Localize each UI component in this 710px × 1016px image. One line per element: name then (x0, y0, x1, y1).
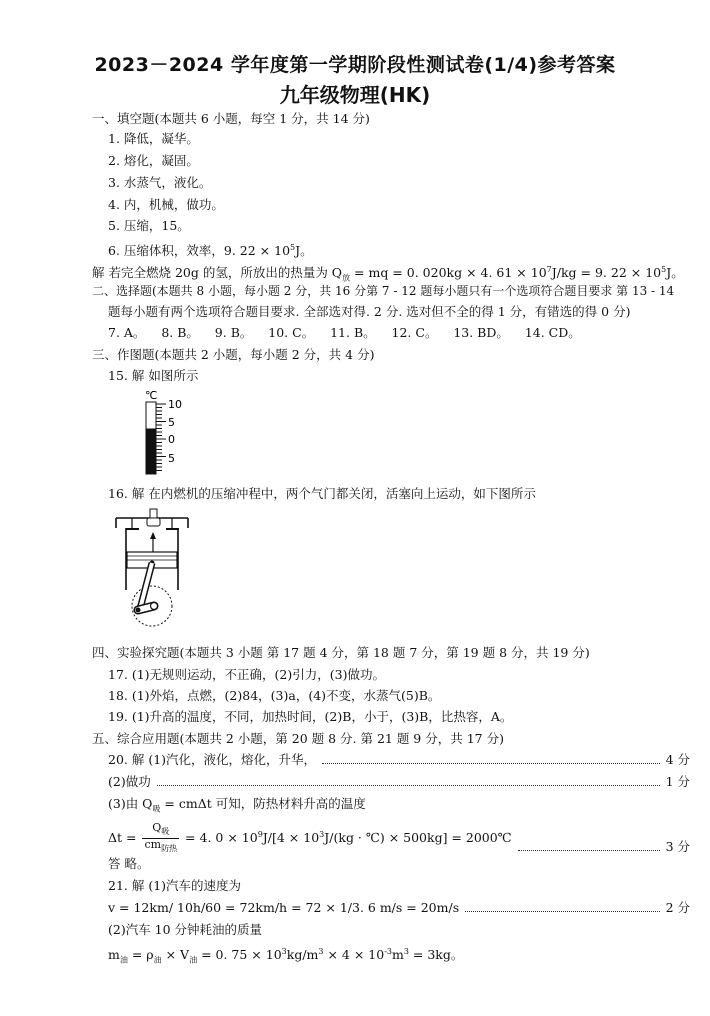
solution-line: 解 若完全燃烧 20g 的氢，所放出的热量为 $Q_放$ = mq = 0. 020kg × 4. $61 \times 10^7J/kg = 9$. $22 \times 10^5J$。 (92, 265, 684, 283)
answer-item: 19. (1)升高的温度，不同，加热时间，(2)B，小于，(3)B，比热容，A。 (108, 709, 513, 724)
score: 1 分 (665, 774, 690, 789)
section-5-heading: 五、综合应用题(本题共 2 小题，第 20 题 8 分. 第 21 题 9 分，共 17 分) (92, 731, 504, 746)
section-4-heading: 四、实验探究题(本题共 3 小题 第 17 题 4 分，第 18 题 7 分，第 19 题 8 分，共 19 分) (92, 645, 590, 660)
answer-item: 1. 降低，凝华。 (108, 131, 199, 146)
thermometer-label: 0 (168, 433, 175, 446)
page-title: 2023－2024 学年度第一学期阶段性测试卷(1/4)参考答案 (94, 54, 616, 76)
answer-item: 2. 熔化，凝固。 (108, 153, 199, 168)
q20-part1: 20. 解 (1)汽化，液化，熔化，升华， 4 分 (108, 752, 690, 767)
score: 3 分 (665, 839, 690, 855)
q16-answer: 16. 解 在内燃机的压缩冲程中，两个气门都关闭，活塞向上运动，如下图所示 (108, 486, 536, 501)
q20-equation: Δt = $\frac{Q_吸}{cm_{防热}}$ = 4. $0 \times 10^9J/[4 \times 10^3J/(kg$ · ℃) × 500kg] = 2000℃ 3 分 (108, 821, 690, 855)
q21-velocity: v = 12km/ 10h/60 = 72km/h = 72 × 1/3. 6 m/s = 20m/s 2 分 (108, 900, 690, 915)
answer-item: 6. 压缩体积，效率，9. $22 \times 10^5J$。 (108, 243, 313, 259)
score: 4 分 (665, 752, 690, 767)
q21-part1: 21. 解 (1)汽车的速度为 (108, 878, 242, 893)
thermometer-label: 10 (168, 398, 182, 411)
thermometer-label: 5 (168, 416, 175, 429)
fraction: $\frac{Q_吸}{cm_{防热}}$ (144, 821, 178, 854)
q20-answer: 答 略。 (108, 856, 150, 871)
q20-part3: (3)由 $Q_吸 = cm\Delta t$ 可知，防热材料升高的温度 (108, 796, 366, 814)
page-subtitle: 九年级物理(HK) (279, 83, 431, 107)
section-3-heading: 三、作图题(本题共 2 小题，每小题 2 分，共 4 分) (92, 347, 375, 362)
thermometer-unit: ℃ (145, 389, 158, 402)
section-2-heading-cont: 题每小题有两个选项符合题目要求. 全部选对得. 2 分. 选对但不全的得 1 分，有错选的得 0 分) (108, 304, 631, 319)
choice-answers: 7. A。 8. B。 9. B。 10. C。 11. B。 12. C。 13. BD。 14. CD。 (108, 325, 581, 340)
thermometer-label: 5 (168, 452, 175, 465)
answer-item: 18. (1)外焰，点燃，(2)84，(3)a，(4)不变，水蒸气(5)B。 (108, 688, 441, 703)
answer-item: 4. 内，机械，做功。 (108, 197, 224, 212)
thermometer-liquid (146, 429, 156, 475)
answer-item: 3. 水蒸气，液化。 (108, 175, 212, 190)
thermometer-figure (136, 388, 196, 478)
answer-item: 5. 压缩，15。 (108, 218, 190, 233)
score: 2 分 (665, 900, 690, 915)
q21-mass-equation: $m_油 = \rho_油 \times V_油 = 0$. $75 \times 10^3kg/m^3 \times 4 \times 10^{-3}m^3 = 3kg$。 (108, 947, 464, 965)
engine-diagram (112, 506, 194, 632)
q21-part2: (2)汽车 10 分钟耗油的质量 (108, 922, 263, 937)
q20-part2: (2)做功 1 分 (108, 774, 690, 789)
section-2-heading: 二、选择题(本题共 8 小题，每小题 2 分，共 16 分第 7 - 12 题每小题只有一个选项符合题目要求 第 13 - 14 (92, 284, 675, 298)
section-1-heading: 一、填空题(本题共 6 小题，每空 1 分，共 14 分) (92, 111, 370, 126)
answer-item: 17. (1)无规则运动，不正确，(2)引力，(3)做功。 (108, 667, 385, 682)
q15-answer: 15. 解 如图所示 (108, 368, 199, 383)
